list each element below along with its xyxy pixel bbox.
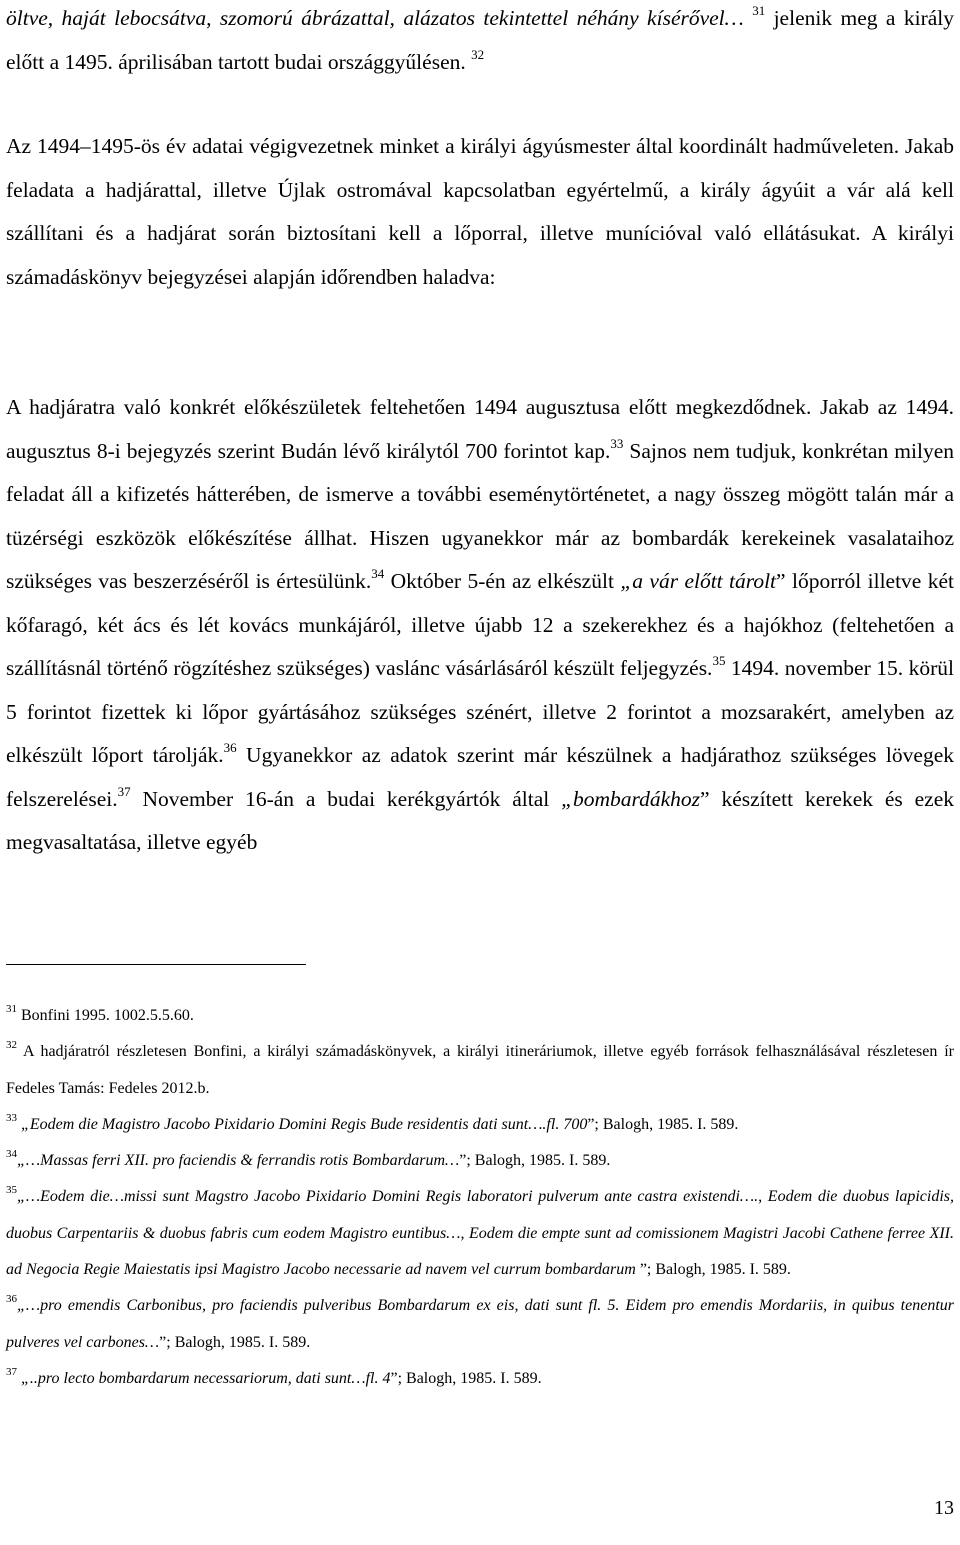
footnote-separator — [6, 964, 306, 965]
footnote-text: ”; Balogh, 1985. I. 589. — [459, 1152, 611, 1170]
footnote-ref-36[interactable]: 36 — [223, 740, 237, 755]
text-run: jelenik meg a király előtt a 1495. áprilisában tartott budai országgyűlésen. — [6, 6, 955, 74]
footnote-text: A hadjáratról részletesen Bonfini, a királyi számadáskönyvek, a királyi itineráriumok, illetve egyéb források felhasználásával részletesen ír Fedeles Tamás: Fedeles 2012.b. — [6, 1043, 954, 1097]
text-run: ” lőporról illetve két kőfaragó, két ács és lét kovács munkájáról, illetve újabb 12 a szekerekhez és a hajókhoz (feltehetően a szállításnál történő rögzítéshez szükséges) vaslánc vásárlásáról készült feljegyzés. — [6, 569, 955, 680]
footnote-37 — [6, 1361, 954, 1397]
footnote-ref-35[interactable]: 35 — [712, 653, 726, 668]
footnote-35 — [6, 1179, 954, 1288]
paragraph-preparations — [6, 386, 954, 865]
text-run: Október 5-én az elkészült — [384, 569, 621, 593]
text-run: Ugyanekkor az adatok szerint már készülnek a hadjárathoz szükséges lövegek felszerelései. — [6, 743, 954, 811]
footnote-number: 31 — [6, 1003, 17, 1015]
footnote-31 — [6, 998, 954, 1034]
text-run: ” készített kerekek és ezek megvasaltatása, illetve egyéb — [6, 786, 954, 854]
footnote-number: 33 — [6, 1111, 17, 1124]
footnote-number: 35 — [6, 1184, 17, 1197]
footnote-ref-33[interactable]: 33 — [610, 435, 624, 451]
footnote-ref-32[interactable]: 32 — [471, 46, 485, 62]
footnote-quote: „…Massas ferri XII. pro faciendis & ferrandis rotis Bombardarum… — [17, 1152, 460, 1170]
footnotes-section — [6, 998, 954, 1397]
footnote-text: ”; Balogh, 1985. I. 589. — [159, 1333, 311, 1351]
paragraph-intro — [6, 0, 954, 84]
text-run: November 16-án a budai kerékgyártók által — [130, 786, 562, 811]
footnote-number: 37 — [6, 1365, 17, 1378]
footnote-text: ”; Balogh, 1985. I. 589. — [390, 1369, 542, 1387]
footnote-33 — [6, 1107, 954, 1143]
footnote-number: 34 — [6, 1148, 17, 1161]
footnote-quote: „..pro lecto bombardarum necessariorum, dati sunt…fl. 4 — [17, 1369, 391, 1387]
text-run: Sajnos nem tudjuk, konkrétan milyen feladat áll a kifizetés hátterében, de ismerve a további eseménytörténetet, a nagy összeg mögött talán már a tüzérségi eszközök előkészítése állhat. Hiszen ugyanekkor már az bombardák kerekeinek vasalataihoz szükséges vas beszerzéséről is értesülünk. — [6, 438, 954, 593]
footnote-text: Bonfini 1995. 1002.5.5.60. — [17, 1007, 194, 1024]
footnote-quote: „Eodem die Magistro Jacobo Pixidario Domini Regis Bude residentis dati sunt….fl. 700 — [17, 1115, 588, 1133]
footnote-36 — [6, 1288, 954, 1361]
footnote-ref-37[interactable]: 37 — [117, 783, 131, 799]
footnote-ref-31[interactable]: 31 — [752, 3, 766, 18]
footnote-34 — [6, 1143, 954, 1179]
quote-run: „bombardákhoz — [561, 786, 701, 811]
text-run: A hadjáratra való konkrét előkészületek feltehetően 1494 augusztusa előtt megkezdődnek. Jakab az 1494. augusztus 8-i bejegyzés szerint Budán lévő királytól 700 forintot kap. — [6, 395, 954, 463]
paragraph-campaign — [6, 125, 954, 299]
text-run: öltve, haját lebocsátva, szomorú ábrázattal, alázatos tekintettel néhány kísérővel… — [6, 6, 753, 30]
page-number: 13 — [934, 1497, 954, 1519]
quote-run: „a vár előtt tárolt — [620, 569, 777, 593]
footnote-text: ”; Balogh, 1985. I. 589. — [587, 1115, 739, 1133]
footnote-ref-34[interactable]: 34 — [371, 566, 385, 581]
footnote-quote: „…pro emendis Carbonibus, pro faciendis pulveribus Bombardarum ex eis, dati sunt fl. 5. Eidem pro emendis Mordariis, in quibus tenentur pulveres vel carbones… — [6, 1297, 954, 1351]
footnote-number: 36 — [6, 1293, 17, 1306]
text-run: Az 1494–1495-ös év adatai végigvezetnek minket a királyi ágyúsmester által koordinált hadműveleten. Jakab feladata a hadjárattal, illetve Újlak ostromával kapcsolatban egyértelmű, a király ágyúit a vár alá kell szállítani és a hadjárat során biztosítani kell a lőporral, illetve munícióval való ellátásukat. A királyi számadáskönyv bejegyzései alapján időrendben haladva: — [6, 134, 954, 289]
footnote-quote: „…Eodem die…missi sunt Magstro Jacobo Pixidario Domini Regis laboratori pulverum ante castra existendi…., Eodem die duobus lapicidis, duobus Carpentariis & duobus fabris cum eodem Magistro euntibus…, Eodem die empte sunt ad comissionem Magistri Jacobi Cathene ferree XII. ad Negocia Regie Maiestatis ipsi Magistro Jacobo necessarie ad navem vel currum bombardarum — [6, 1188, 954, 1279]
text-run: 1494. november 15. körül 5 forintot fizettek ki lőpor gyártásához szükséges szénért, illetve 2 forintot a mozsarakért, amelyben az elkészült lőport tárolják. — [6, 656, 954, 767]
footnote-number: 32 — [6, 1039, 17, 1052]
footnote-32 — [6, 1034, 954, 1107]
footnote-text: ”; Balogh, 1985. I. 589. — [639, 1261, 791, 1279]
